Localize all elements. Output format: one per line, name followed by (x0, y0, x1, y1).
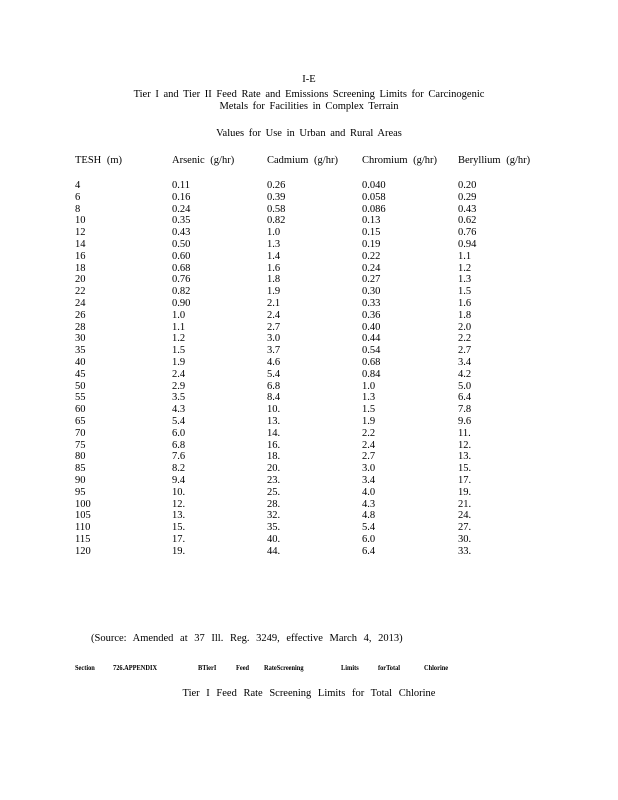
table-cell-chromium: 2.7 (362, 451, 376, 463)
table-cell-arsenic: 0.24 (172, 203, 191, 215)
table-cell-cadmium: 4.6 (267, 356, 281, 368)
table-title-line1: Tier I and Tier II Feed Rate and Emissions Screening Limits for Carcinogenic (133, 89, 485, 100)
section-id: I-E (302, 74, 316, 85)
table-cell-arsenic: 15. (172, 522, 186, 534)
table-cell-arsenic: 0.11 (172, 180, 190, 191)
table-cell-chromium: 3.4 (362, 474, 376, 486)
table-cell-beryllium: 13. (458, 451, 472, 463)
table-subtitle: Values for Use in Urban and Rural Areas (216, 128, 402, 139)
table-cell-chromium: 0.30 (362, 286, 381, 298)
column-beryllium (458, 180, 476, 558)
table-cell-chromium: 0.086 (362, 203, 386, 215)
table-title-line2: Metals for Facilities in Complex Terrain (219, 101, 399, 112)
table-cell-tesh: 30 (75, 333, 86, 345)
table-cell-cadmium: 0.39 (267, 191, 286, 203)
table-cell-chromium: 0.13 (362, 215, 381, 227)
table-cell-tesh: 12 (75, 227, 86, 239)
table-cell-arsenic: 0.60 (172, 250, 191, 262)
table-cell-cadmium: 2.7 (267, 321, 281, 333)
section-heading-line (0, 663, 618, 675)
table-cell-tesh: 28 (75, 321, 86, 333)
table-cell-tesh: 8 (75, 203, 81, 215)
table-cell-cadmium: 14. (267, 427, 281, 439)
table-cell-tesh: 90 (75, 474, 86, 486)
table-cell-arsenic: 3.5 (172, 392, 186, 404)
table-cell-cadmium: 35. (267, 522, 281, 534)
table-cell-chromium: 0.68 (362, 356, 381, 368)
table-cell-beryllium: 1.5 (458, 286, 472, 298)
table-cell-beryllium: 30. (458, 533, 472, 545)
table-cell-arsenic: 17. (172, 533, 186, 545)
table-cell-beryllium: 4.2 (458, 368, 472, 380)
table-cell-cadmium: 1.8 (267, 274, 281, 286)
table-cell-tesh: 60 (75, 404, 86, 416)
table-cell-beryllium: 17. (458, 474, 472, 486)
rate-label: RateScreening (264, 663, 304, 672)
table-cell-tesh: 70 (75, 427, 86, 439)
table-cell-cadmium: 18. (267, 451, 281, 463)
table-cell-cadmium: 44. (267, 545, 281, 557)
column-header-arsenic: Arsenic (g/hr) (172, 155, 235, 166)
table-cell-cadmium: 1.4 (267, 250, 281, 262)
table-cell-tesh: 22 (75, 286, 86, 298)
table-cell-tesh: 65 (75, 415, 86, 427)
table-cell-chromium: 6.4 (362, 545, 376, 557)
table-cell-cadmium: 3.0 (267, 333, 281, 345)
table-cell-cadmium: 16. (267, 439, 281, 451)
table-cell-beryllium: 7.8 (458, 404, 472, 416)
table-cell-arsenic: 0.68 (172, 262, 191, 274)
table-cell-beryllium: 0.62 (458, 215, 477, 227)
table-cell-tesh: 14 (75, 238, 86, 250)
table-cell-cadmium: 10. (267, 404, 281, 416)
table-cell-chromium: 0.54 (362, 345, 381, 357)
table-cell-cadmium: 13. (267, 415, 281, 427)
table-cell-cadmium: 1.3 (267, 238, 281, 250)
table-cell-chromium: 0.33 (362, 297, 381, 309)
table-cell-chromium: 0.27 (362, 274, 381, 286)
table-cell-beryllium: 12. (458, 439, 472, 451)
table-cell-chromium: 1.9 (362, 415, 376, 427)
table-cell-arsenic: 1.2 (172, 333, 186, 345)
table-cell-chromium: 0.19 (362, 238, 381, 250)
table-cell-chromium: 3.0 (362, 463, 376, 475)
table-cell-tesh: 35 (75, 345, 86, 357)
table-cell-tesh: 85 (75, 463, 86, 475)
table-cell-arsenic: 12. (172, 498, 186, 510)
table-cell-chromium: 1.3 (362, 392, 376, 404)
column-cadmium (267, 180, 285, 558)
table-cell-tesh: 120 (75, 545, 91, 557)
table-cell-arsenic: 0.76 (172, 274, 191, 286)
table-cell-beryllium: 9.6 (458, 415, 472, 427)
table-cell-arsenic: 9.4 (172, 474, 186, 486)
table-cell-tesh: 105 (75, 510, 91, 522)
table-cell-arsenic: 0.82 (172, 286, 191, 298)
column-tesh (75, 180, 91, 558)
table-cell-tesh: 75 (75, 439, 86, 451)
table-cell-arsenic: 1.0 (172, 309, 186, 321)
column-arsenic (172, 180, 190, 558)
table-cell-tesh: 6 (75, 191, 81, 203)
table-cell-beryllium: 15. (458, 463, 472, 475)
table-cell-tesh: 55 (75, 392, 86, 404)
next-table-title: Tier I Feed Rate Screening Limits for Total Chlorine (182, 688, 436, 699)
table-cell-arsenic: 10. (172, 486, 186, 498)
table-cell-tesh: 40 (75, 356, 86, 368)
table-cell-chromium: 0.040 (362, 180, 386, 191)
table-cell-arsenic: 2.4 (172, 368, 186, 380)
column-header-tesh: TESH (m) (75, 155, 123, 166)
source-note: (Source: Amended at 37 Ill. Reg. 3249, effective March 4, 2013) (91, 633, 403, 644)
table-cell-beryllium: 5.0 (458, 380, 472, 392)
table-cell-cadmium: 20. (267, 463, 281, 475)
table-cell-beryllium: 3.4 (458, 356, 472, 368)
table-cell-tesh: 45 (75, 368, 86, 380)
table-cell-arsenic: 6.0 (172, 427, 186, 439)
table-cell-beryllium: 6.4 (458, 392, 472, 404)
column-chromium (362, 180, 386, 558)
table-cell-beryllium: 2.2 (458, 333, 472, 345)
table-cell-beryllium: 0.94 (458, 238, 477, 250)
table-cell-tesh: 18 (75, 262, 86, 274)
table-cell-beryllium: 1.8 (458, 309, 472, 321)
table-cell-beryllium: 19. (458, 486, 472, 498)
table-cell-arsenic: 13. (172, 510, 186, 522)
table-cell-beryllium: 33. (458, 545, 472, 557)
table-cell-beryllium: 21. (458, 498, 472, 510)
table-cell-beryllium: 1.1 (458, 250, 472, 262)
table-cell-tesh: 16 (75, 250, 86, 262)
table-cell-beryllium: 1.6 (458, 297, 472, 309)
table-cell-arsenic: 7.6 (172, 451, 186, 463)
table-cell-tesh: 50 (75, 380, 86, 392)
table-cell-tesh: 20 (75, 274, 86, 286)
table-cell-chromium: 2.4 (362, 439, 376, 451)
table-cell-arsenic: 19. (172, 545, 186, 557)
section-label: Section (75, 663, 95, 672)
column-header-cadmium: Cadmium (g/hr) (267, 155, 338, 166)
table-cell-beryllium: 1.2 (458, 262, 472, 274)
table-cell-tesh: 115 (75, 533, 91, 545)
table-cell-beryllium: 0.20 (458, 180, 477, 191)
table-cell-chromium: 0.44 (362, 333, 381, 345)
table-cell-chromium: 4.0 (362, 486, 376, 498)
table-cell-cadmium: 23. (267, 474, 281, 486)
table-cell-chromium: 4.8 (362, 510, 376, 522)
table-cell-cadmium: 25. (267, 486, 281, 498)
table-cell-tesh: 110 (75, 522, 91, 534)
table-cell-arsenic: 1.1 (172, 321, 186, 333)
table-cell-cadmium: 40. (267, 533, 281, 545)
table-cell-cadmium: 1.6 (267, 262, 281, 274)
table-cell-tesh: 95 (75, 486, 86, 498)
feed-label: Feed (236, 663, 250, 672)
table-cell-beryllium: 0.29 (458, 191, 477, 203)
column-header-beryllium: Beryllium (g/hr) (458, 155, 531, 166)
table-cell-chromium: 0.84 (362, 368, 381, 380)
table-cell-chromium: 0.22 (362, 250, 381, 262)
table-cell-beryllium: 24. (458, 510, 472, 522)
table-cell-arsenic: 0.35 (172, 215, 191, 227)
table-cell-cadmium: 2.1 (267, 297, 281, 309)
tier-label: BTierI (198, 663, 217, 672)
limits-label: Limits (341, 663, 359, 672)
table-cell-tesh: 4 (75, 180, 81, 191)
table-cell-arsenic: 1.5 (172, 345, 186, 357)
table-cell-beryllium: 2.0 (458, 321, 472, 333)
table-cell-arsenic: 6.8 (172, 439, 186, 451)
table-cell-chromium: 4.3 (362, 498, 376, 510)
table-cell-chromium: 6.0 (362, 533, 376, 545)
table-cell-tesh: 100 (75, 498, 91, 510)
table-cell-arsenic: 5.4 (172, 415, 186, 427)
table-cell-chromium: 5.4 (362, 522, 376, 534)
table-cell-arsenic: 0.50 (172, 238, 191, 250)
table-cell-arsenic: 0.16 (172, 191, 191, 203)
table-cell-chromium: 0.40 (362, 321, 381, 333)
table-cell-arsenic: 0.43 (172, 227, 191, 239)
table-cell-cadmium: 1.0 (267, 227, 281, 239)
table-cell-chromium: 2.2 (362, 427, 376, 439)
table-cell-chromium: 0.24 (362, 262, 381, 274)
table-cell-tesh: 24 (75, 297, 86, 309)
chlorine-label: Chlorine (424, 663, 449, 672)
table-cell-cadmium: 3.7 (267, 345, 281, 357)
table-cell-arsenic: 8.2 (172, 463, 186, 475)
table-cell-beryllium: 1.3 (458, 274, 472, 286)
table-cell-beryllium: 11. (458, 427, 471, 439)
table-cell-beryllium: 27. (458, 522, 472, 534)
table-cell-cadmium: 1.9 (267, 286, 281, 298)
table-cell-chromium: 1.5 (362, 404, 376, 416)
table-cell-cadmium: 0.26 (267, 180, 286, 191)
table-cell-cadmium: 6.8 (267, 380, 281, 392)
table-cell-cadmium: 0.58 (267, 203, 286, 215)
table-cell-cadmium: 28. (267, 498, 281, 510)
table-cell-arsenic: 1.9 (172, 356, 186, 368)
table-cell-chromium: 1.0 (362, 380, 376, 392)
table-cell-chromium: 0.36 (362, 309, 381, 321)
appendix-label: 726.APPENDIX (113, 663, 158, 672)
table-cell-beryllium: 0.43 (458, 203, 477, 215)
column-header-chromium: Chromium (g/hr) (362, 155, 438, 166)
table-cell-beryllium: 2.7 (458, 345, 472, 357)
table-cell-arsenic: 2.9 (172, 380, 186, 392)
table-cell-arsenic: 4.3 (172, 404, 186, 416)
table-cell-tesh: 26 (75, 309, 86, 321)
table-cell-cadmium: 0.82 (267, 215, 286, 227)
table-cell-tesh: 80 (75, 451, 86, 463)
table-cell-tesh: 10 (75, 215, 86, 227)
table-cell-arsenic: 0.90 (172, 297, 191, 309)
table-cell-chromium: 0.15 (362, 227, 381, 239)
table-cell-cadmium: 32. (267, 510, 281, 522)
table-cell-chromium: 0.058 (362, 191, 386, 203)
for-total-label: forTotal (378, 663, 401, 672)
table-cell-beryllium: 0.76 (458, 227, 477, 239)
table-cell-cadmium: 8.4 (267, 392, 281, 404)
table-cell-cadmium: 5.4 (267, 368, 281, 380)
table-cell-cadmium: 2.4 (267, 309, 281, 321)
